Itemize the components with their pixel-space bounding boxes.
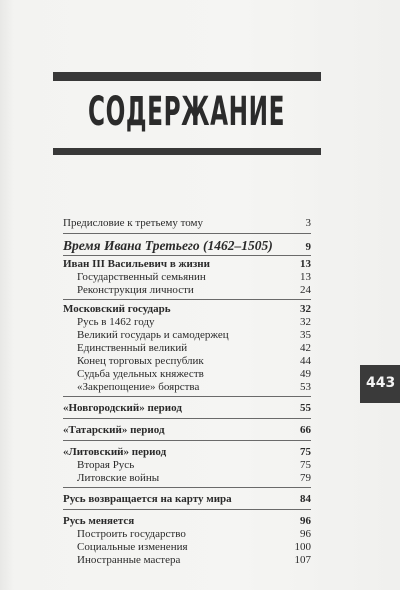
toc-entry-page: 75 xyxy=(300,446,311,458)
toc-entry-title: Построить государство xyxy=(77,528,186,540)
toc-entry-title: Государственный семьянин xyxy=(77,271,206,283)
toc-entry-title: Великий государь и самодержец xyxy=(77,329,229,341)
toc-chapter xyxy=(63,493,311,506)
toc-entry-page: 3 xyxy=(305,217,311,229)
toc-entry-title: Единственный великий xyxy=(77,342,188,354)
page-number-tab xyxy=(360,365,400,403)
toc-entry-page: 96 xyxy=(300,528,311,540)
toc-subsection xyxy=(77,316,311,329)
toc-entry-title: Московский государь xyxy=(63,303,171,315)
toc-entry-title: Предисловие к третьему тому xyxy=(63,217,203,229)
heading-top-rule xyxy=(53,72,321,81)
toc-entry-page: 55 xyxy=(300,402,311,414)
toc-entry-title: Конец торговых республик xyxy=(77,355,204,367)
toc-rule xyxy=(63,487,311,488)
toc-entry-page: 9 xyxy=(305,241,311,253)
toc-subsection xyxy=(77,459,311,472)
toc-subsection xyxy=(77,541,311,554)
page-heading: СОДЕРЖАНИЕ xyxy=(88,89,286,135)
toc-entry-page: 96 xyxy=(300,515,311,527)
heading-bottom-rule xyxy=(53,148,321,155)
toc-entry-page: 13 xyxy=(300,258,311,270)
toc-entry-title: «Литовский» период xyxy=(63,446,167,458)
toc-chapter xyxy=(63,303,311,316)
toc-entry-title: Иван III Васильевич в жизни xyxy=(63,258,210,270)
toc-chapter xyxy=(63,424,311,437)
toc-entry-page: 49 xyxy=(300,368,311,380)
toc-rule xyxy=(63,440,311,441)
toc-entry-page: 100 xyxy=(294,541,311,553)
toc-subsection xyxy=(77,329,311,342)
toc-entry-page: 24 xyxy=(300,284,311,296)
toc-entry-title: Социальные изменения xyxy=(77,541,188,553)
toc-subsection xyxy=(77,554,311,567)
toc-entry-page: 107 xyxy=(294,554,311,566)
toc-subsection xyxy=(77,271,311,284)
toc-entry-page: 13 xyxy=(300,271,311,283)
toc-entry-title: Вторая Русь xyxy=(77,459,135,471)
toc-rule xyxy=(63,418,311,419)
toc-entry-page: 32 xyxy=(300,316,311,328)
toc-entry-title: Судьба удельных княжеств xyxy=(77,368,204,380)
toc-entry-title: Русь меняется xyxy=(63,515,135,527)
toc-entry-title: «Новгородский» период xyxy=(63,402,182,414)
toc-entry-title: Литовские войны xyxy=(77,472,160,484)
toc-subsection xyxy=(77,284,311,297)
toc-entry-page: 32 xyxy=(300,303,311,315)
toc-rule xyxy=(63,233,311,234)
toc-subsection xyxy=(77,342,311,355)
toc-subsection xyxy=(77,472,311,485)
toc-entry-title: «Татарский» период xyxy=(63,424,165,436)
toc-subsection xyxy=(77,355,311,368)
toc-entry-page: 84 xyxy=(300,493,311,505)
toc-entry-title: Русь возвращается на карту мира xyxy=(63,493,232,505)
toc-entry-page: 53 xyxy=(300,381,311,393)
toc-chapter xyxy=(63,258,311,271)
toc-part-title xyxy=(63,239,311,254)
toc-entry-title: Русь в 1462 году xyxy=(77,316,155,328)
toc-entry-title: Иностранные мастера xyxy=(77,554,181,566)
toc-rule xyxy=(63,396,311,397)
toc-entry-title: «Закрепощение» боярства xyxy=(77,381,200,393)
toc-rule xyxy=(63,509,311,510)
toc-rule xyxy=(63,299,311,300)
page-number: 443 xyxy=(366,375,396,391)
toc-entry-page: 79 xyxy=(300,472,311,484)
toc-chapter xyxy=(63,446,311,459)
toc-subsection xyxy=(77,381,311,394)
toc-chapter xyxy=(63,402,311,415)
toc-chapter xyxy=(63,515,311,528)
toc-entry-page: 42 xyxy=(300,342,311,354)
toc-entry-preface xyxy=(63,217,311,230)
toc-entry-page: 44 xyxy=(300,355,311,367)
toc-entry-title: Время Ивана Третьего (1462–1505) xyxy=(63,238,273,253)
toc-entry-page: 75 xyxy=(300,459,311,471)
toc-subsection xyxy=(77,528,311,541)
toc-entry-page: 66 xyxy=(300,424,311,436)
toc-entry-title: Реконструкция личности xyxy=(77,284,194,296)
toc-rule xyxy=(63,255,311,256)
toc-subsection xyxy=(77,368,311,381)
toc-entry-page: 35 xyxy=(300,329,311,341)
